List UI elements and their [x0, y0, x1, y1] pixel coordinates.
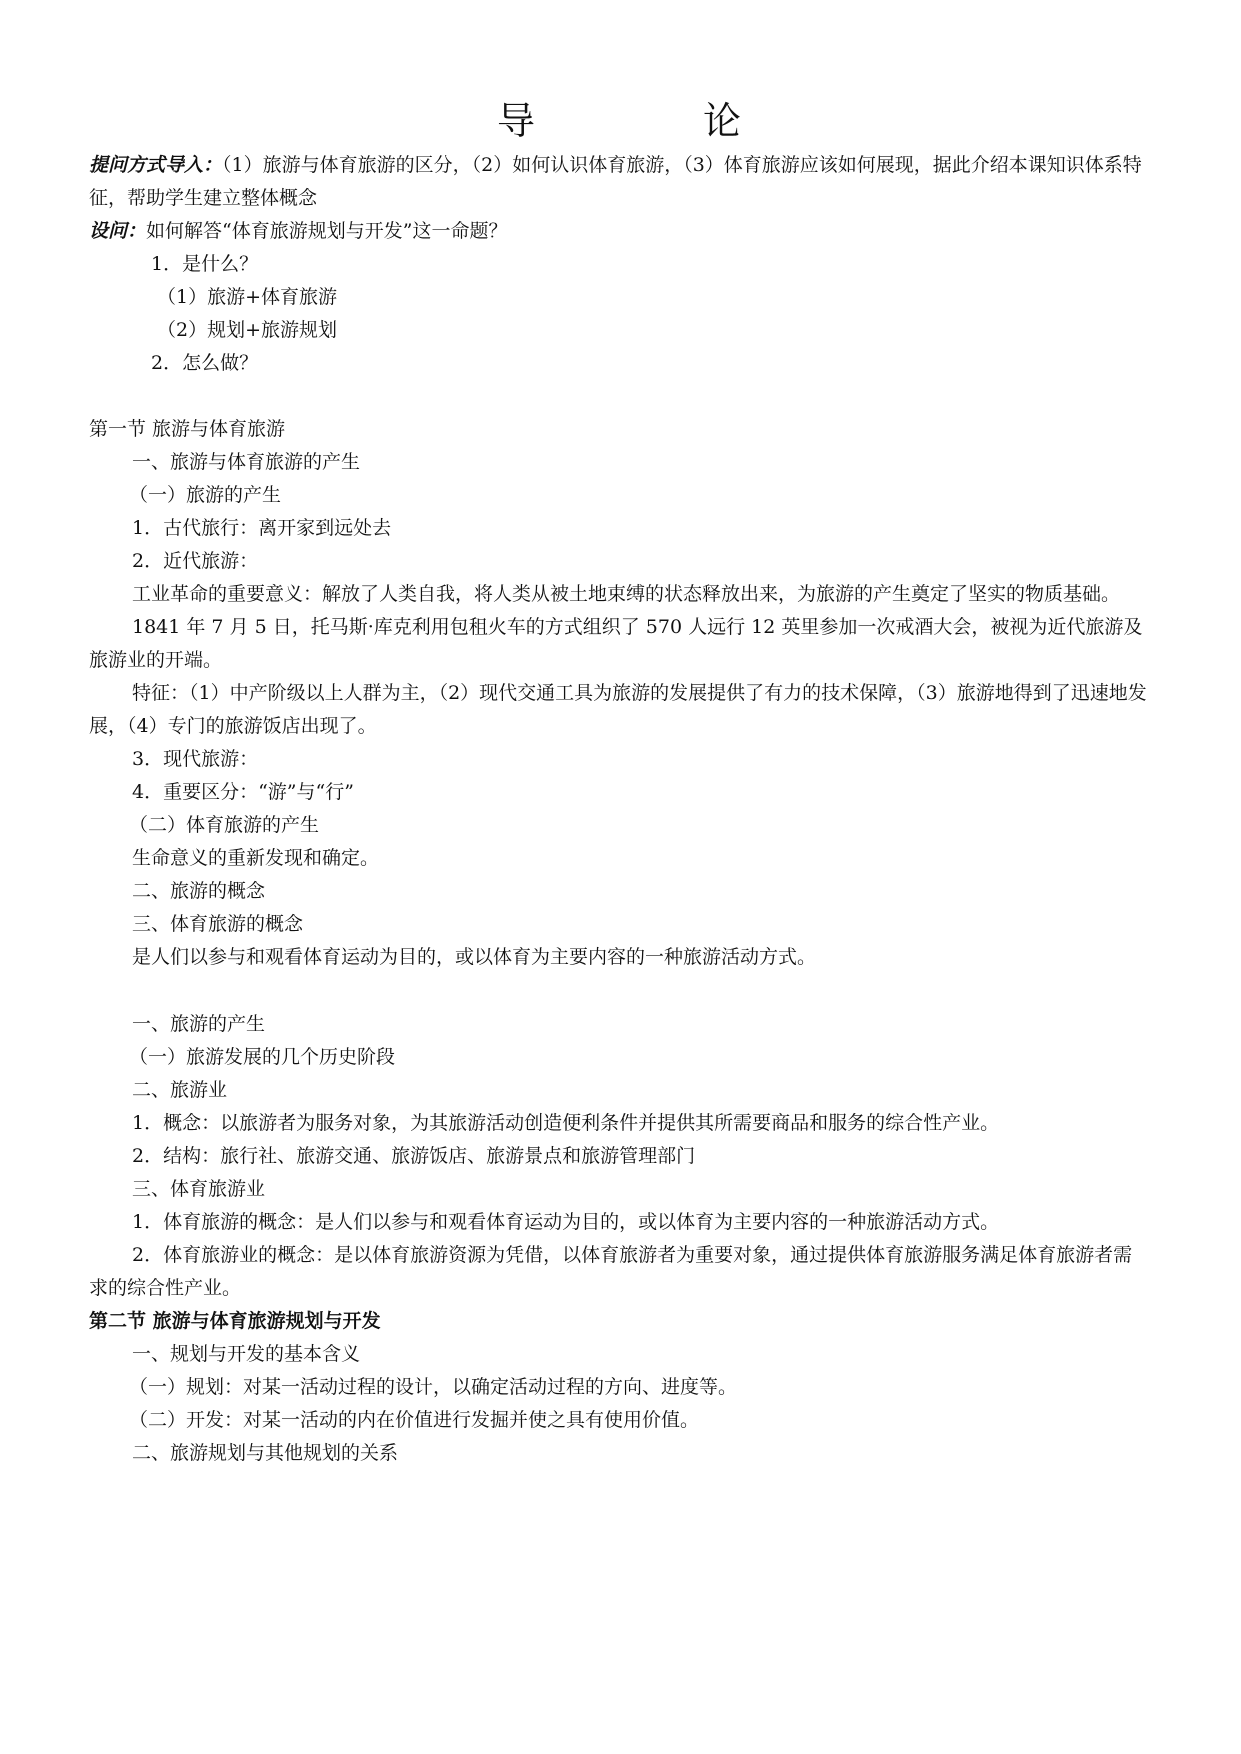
intro-label: 提问方式导入： [89, 154, 223, 176]
question-label: 设问： [89, 220, 147, 242]
section1-line: （二）体育旅游的产生 [129, 814, 320, 836]
question-line [89, 215, 1149, 248]
section1-paragraph: 1841 年 7 月 5 日，托马斯·库克利用包租火车的方式组织了 570 人远行 12 英里参加一次戒酒大会，被视为近代旅游及旅游业的开端。 [89, 616, 1143, 671]
section1b-line: 1．概念：以旅游者为服务对象，为其旅游活动创造便利条件并提供其所需要商品和服务的综合性产业。 [132, 1112, 1000, 1134]
section1-line: 生命意义的重新发现和确定。 [132, 847, 380, 869]
page-title: 导 论 [496, 99, 820, 143]
section1b-line: 1．体育旅游的概念：是人们以参与和观看体育运动为目的，或以体育为主要内容的一种旅游活动方式。 [132, 1211, 1000, 1233]
outline-item: （2）规划+旅游规划 [157, 319, 338, 341]
spacer [89, 974, 1149, 1008]
section1-heading: 第一节 旅游与体育旅游 [89, 418, 286, 440]
section2-heading: 第二节 旅游与体育旅游规划与开发 [89, 1310, 381, 1332]
outline-item: 1．是什么？ [151, 253, 259, 275]
section1-line: 4．重要区分：“游”与“行” [132, 781, 354, 803]
section1-line: 二、旅游的概念 [132, 880, 266, 902]
section2-line: 二、旅游规划与其他规划的关系 [132, 1442, 399, 1464]
section1b-line: 二、旅游业 [132, 1079, 228, 1101]
section1-paragraph: 工业革命的重要意义：解放了人类自我，将人类从被土地束缚的状态释放出来，为旅游的产生奠定了坚实的物质基础。 [132, 583, 1121, 605]
section2-line: （二）开发：对某一活动的内在价值进行发掘并使之具有使用价值。 [129, 1409, 700, 1431]
section1b-line: 三、体育旅游业 [132, 1178, 266, 1200]
section1-line: 3．现代旅游： [132, 748, 259, 770]
section1-line: （一）旅游的产生 [129, 484, 282, 506]
section1-line: 一、旅游与体育旅游的产生 [132, 451, 361, 473]
section1-line: 是人们以参与和观看体育运动为目的，或以体育为主要内容的一种旅游活动方式。 [132, 946, 817, 968]
section1-paragraph: 特征：（1）中产阶级以上人群为主，（2）现代交通工具为旅游的发展提供了有力的技术保障，（3）旅游地得到了迅速地发展，（4）专门的旅游饭店出现了。 [89, 682, 1147, 737]
section1b-line: 2．结构：旅行社、旅游交通、旅游饭店、旅游景点和旅游管理部门 [132, 1145, 696, 1167]
section1b-line: 一、旅游的产生 [132, 1013, 266, 1035]
section1-line: 1．古代旅行：离开家到远处去 [132, 517, 392, 539]
question-text: 如何解答“体育旅游规划与开发”这一命题？ [146, 220, 508, 242]
section1-line: 2．近代旅游： [132, 550, 259, 572]
intro-paragraph [89, 149, 1149, 215]
section1b-line: （一）旅游发展的几个历史阶段 [129, 1046, 396, 1068]
outline-item: （1）旅游+体育旅游 [157, 286, 338, 308]
outline-item: 2．怎么做？ [151, 352, 259, 374]
document-page [89, 95, 1149, 1470]
section2-line: （一）规划：对某一活动过程的设计，以确定活动过程的方向、进度等。 [129, 1376, 738, 1398]
intro-text: （1）旅游与体育旅游的区分，（2）如何认识体育旅游，（3）体育旅游应该如何展现，据此介绍本课知识体系特征，帮助学生建立整体概念 [89, 154, 1142, 209]
spacer [89, 380, 1149, 413]
section1b-paragraph: 2．体育旅游业的概念：是以体育旅游资源为凭借，以体育旅游者为重要对象，通过提供体育旅游服务满足体育旅游者需求的综合性产业。 [89, 1244, 1133, 1299]
section2-line: 一、规划与开发的基本含义 [132, 1343, 361, 1365]
section1-line: 三、体育旅游的概念 [132, 913, 304, 935]
